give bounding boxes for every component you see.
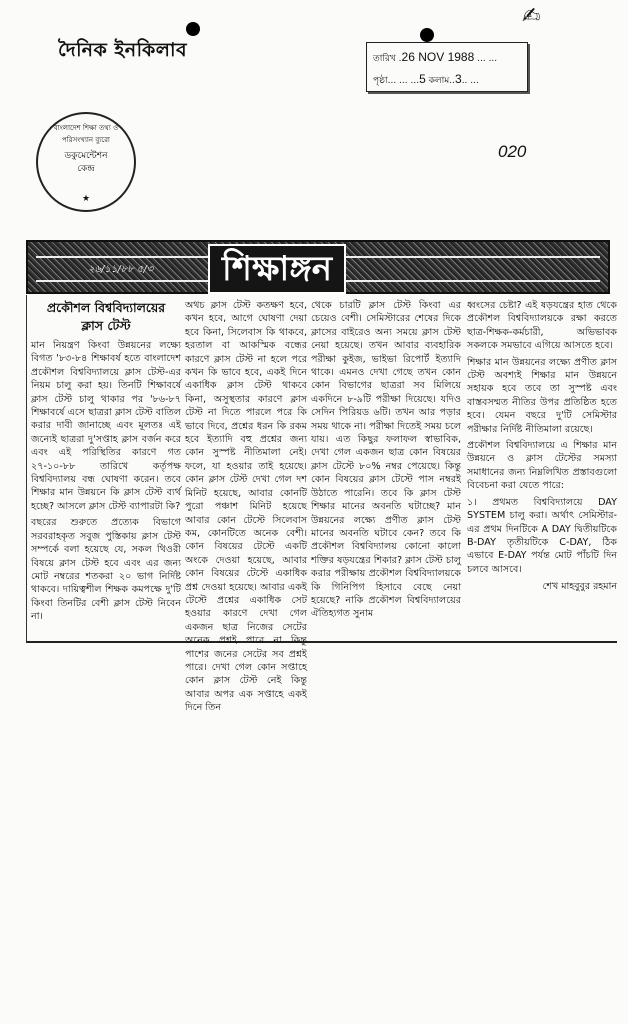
file-number: 020 [498,142,527,161]
seal-center-line1: ডকুমেন্টেশন [64,151,108,161]
punch-hole [186,22,200,36]
article-headline [31,299,181,335]
article-column-4 [467,299,617,594]
headline-line-2: ক্লাস টেস্ট [81,318,131,333]
star-icon: ★ [81,194,91,204]
column-value: 3 [455,72,462,86]
article-column-3 [311,299,461,624]
article-column-2 [185,299,307,718]
author-byline: শেখ মাহবুবুর রহমান [542,581,617,593]
paragraph: ধ্বংসের চেষ্টা? এই ষড়যন্ত্রের হাত থেকে প্রকৌশল বিশ্ববিদ্যালয়কে রক্ষা করতে ছাত্র-শিক্ষক-কর্মচারী, অভিভাবক সকলকে সমভাবে এগিয়ে আসতে হবে। [467,300,617,352]
section-title: শিক্ষাঙ্গন [208,244,346,294]
paragraph: ১। প্রথমত বিশ্ববিদ্যালয়ে DAY SYSTEM চালু করা। অর্থাৎ সেমিস্টার-এর প্রথম দিনটিকে A DAY দ্বিতীয়টিকে B-DAY তৃতীয়টিকে C-DAY, ঠিক এভাবে E-DAY পর্যন্ত মোট পাঁচটি দিন চলবে আসবে। [467,496,617,575]
punch-hole [420,28,434,42]
date-value: 26 NOV 1988 [401,50,475,64]
page-label: পৃষ্ঠা [373,76,388,86]
seal-center-line2: কেন্দ্র [77,164,95,174]
date-label: তারিখ [373,54,396,64]
seal-ring-text: বাংলাদেশ শিক্ষা তথ্য ও পরিসংখ্যান ব্যুরো [53,124,119,144]
paragraph: বছরের শুরুতে প্রত্যেক বিভাগে সরবরাহকৃত সবুজ পুস্তিকায় ক্লাস টেস্ট সম্পর্কে বলা হয়েছে যে, সকল থিওরী বিষয়ে ক্লাস টেস্ট হবে এবং এর জন্য মোট নম্বরের শতকরা ২০ ভাগ নির্দিষ্ট থাকবে। দায়িত্বশীল শিক্ষক কমপক্ষে দু'টি কিংবা তিনটির বেশী ক্লাস টেস্ট নিবেন না। [31,517,181,623]
article-column-1 [31,299,181,627]
column-label: কলাম [428,76,450,86]
newspaper-name: দৈনিক ইনকিলাব [58,39,188,61]
paragraph: শিক্ষার মান উন্নয়নের লক্ষ্যে প্রণীত ক্লাস টেস্ট অবশ্যই শিক্ষার মান উন্নয়নে সহায়ক হবে তবে তা সুস্পষ্ট এবং বাস্তবসম্মত নীতির উপর প্রতিষ্ঠিত হতে হবে। যেমন বছরে দু'টি সেমিস্টার পরীক্ষার নির্দিষ্ট নীতিমালা রয়েছে। [467,356,617,435]
page-value: 5 [419,72,426,86]
paragraph: অথচ ক্লাস টেস্ট কতক্ষণ হবে, কখন হবে, আগে ঘোষণা দেয়া হবে কিনা, সিলেবাস কি থাকবে, হরতাল বা আকস্মিক বন্ধের কারণে ক্লাস টেস্ট না হলে পরে কখন কি ভাবে হবে, একই দিনে একাধিক ক্লাস টেস্ট থাকবে কিনা, অসুস্থতার কারণে ক্লাস টেস্ট না দিতে পারলে পরে কি ভাবে দিবে, প্রশ্নের ধরন কি রকম হবে ইত্যাদি বহু প্রশ্নের জন্য কোন সুস্পষ্ট নীতিমালা নেই। ফলে, যা হওয়ার তাই হয়েছে। কোন ক্লাস টেস্ট দেখা গেল দশ মিনিট হয়েছে, আবার কোনটি পুরো পঞ্চাশ মিনিট হয়েছে আবার কোন টেস্টে সিলেবাস কম, কোনটিতে অনেক বেশী। কোন বিষয়ের টেস্টে একটি অংকে দেওয়া হয়েছে, আবার কোন বিষয়ের টেস্টে একাধিক প্রশ্ন দেওয়া হয়েছে। আবার একই টেস্টে প্রশ্নের একাধিক সেট হওয়ার কারণে দেখা গেল একজন ছাত্র নিজের সেটের অনেক প্রশ্নই পারে না কিন্তু পাশের জনের সেটের সব প্রশ্নই পারে। দেখা গেল কোন সপ্তাহে কোন ক্লাস টেস্ট নেই কিন্তু আবার অপর এক সপ্তাহে একই দিনে তিন [185,300,307,714]
paragraph: প্রকৌশল বিশ্ববিদ্যালয়ে এ শিক্ষার মান উন্নয়নে ও ক্লাস টেস্টের সমস্যা সমাধানের জন্য নিম্নলিখিত প্রস্তাবগুলো বিবেচনা করা যেতে পারে: [467,440,617,492]
headline-line-1: প্রকৌশল বিশ্ববিদ্যালয়ের [46,300,166,315]
article [26,295,617,714]
paragraph: মান নিয়ন্ত্রণ কিংবা উন্নয়নের লক্ষ্যে বিগত '৮৩-৮৪ শিক্ষাবর্ষ হতে বাংলাদেশ প্রকৌশল বিশ্ববিদ্যালয়ে ক্লাস টেস্ট-এর নিয়ম চালু করা হয়। তিনটি শিক্ষাবর্ষে ক্লাস টেস্ট চালু থাকার পর '৮৬-৮৭ শিক্ষাবর্ষে এসে ছাত্ররা ক্লাস টেস্ট বাতিল করার দাবী জানাচ্ছে এবং মূলতঃ এই জন্যেই ছাত্ররা দু'সপ্তাহ ক্লাস বর্জন করে এবং এই পরিস্থিতির কারণে গত ২৭-১০-৮৮ তারিখে কর্তৃপক্ষ বিশ্ববিদ্যালয় বন্ধ ঘোষণা করেন। তবে শিক্ষার মান উন্নয়নে কি ক্লাস টেস্ট ব্যর্থ হচ্ছে? আসলে ক্লাস টেস্ট ব্যাপারটা কি? [31,340,181,512]
paragraph: থেকে চারটি ক্লাস টেস্ট কিংবা এর চেয়েও বেশী। সেমিস্টারের শেষের দিকে ক্লাসের বাইরেও অন্য সময়ে ক্লাস টেস্ট নেয়া হয়েছে। তখন আবার ব্যবহারিক পরীক্ষা কুইজ, ভাইভা রিপোর্ট ইত্যাদি থাকে। এমনও দেখা গেছে তখন কোন কোন বিভাগের ছাত্ররা সব মিলিয়ে একদিনে ৮-৯টি পরীক্ষা দিয়েছে। যদিও সেদিন পিরিয়ড ৬টি। তখন আর পড়ার সময় থাকে না। পরীক্ষা দিতেই সময় চলে যায়। এত কিছুর ফলাফল স্বাভাবিক, দেখা গেল একজন ছাত্র কোন বিষয়ের ক্লাস টেস্টে ৮০% নম্বর পেয়েছে। কিন্তু কোন বিষয়ের ক্লাস টেস্টে পাস নম্বরই উঠাতে পারেনি। তবে কি ক্লাস টেস্ট শিক্ষার মানের অবনতি ঘটাচ্ছে? মান উন্নয়নের লক্ষ্যে প্রণীত ক্লাস টেস্ট মানের অবনতি ঘটাবে কেন? তবে কি প্রকৌশল বিশ্ববিদ্যালয় কোনো কালো শক্তির ষড়যন্ত্রের শিকার? ক্লাস টেস্ট চালু করার পরীক্ষায় প্রকৌশল বিশ্ববিদ্যালয়কে কি গিনিপিগ হিসাবে বেছে নেয়া হয়েছে? নাকি প্রকৌশল বিশ্ববিদ্যালয়ের ঐতিহ্যগত সুনাম [311,300,461,620]
date-stamp: তারিখ .26 NOV 1988 ... ... পৃষ্ঠা... ... ...5 কলাম..3.. ... [366,42,528,92]
documentation-seal [36,112,136,212]
section-banner [26,240,610,294]
banner-handwritten-note: ২৬/১১/৮৮ ৫/৩ [88,264,154,275]
handwritten-mark: ✍ [522,4,541,29]
